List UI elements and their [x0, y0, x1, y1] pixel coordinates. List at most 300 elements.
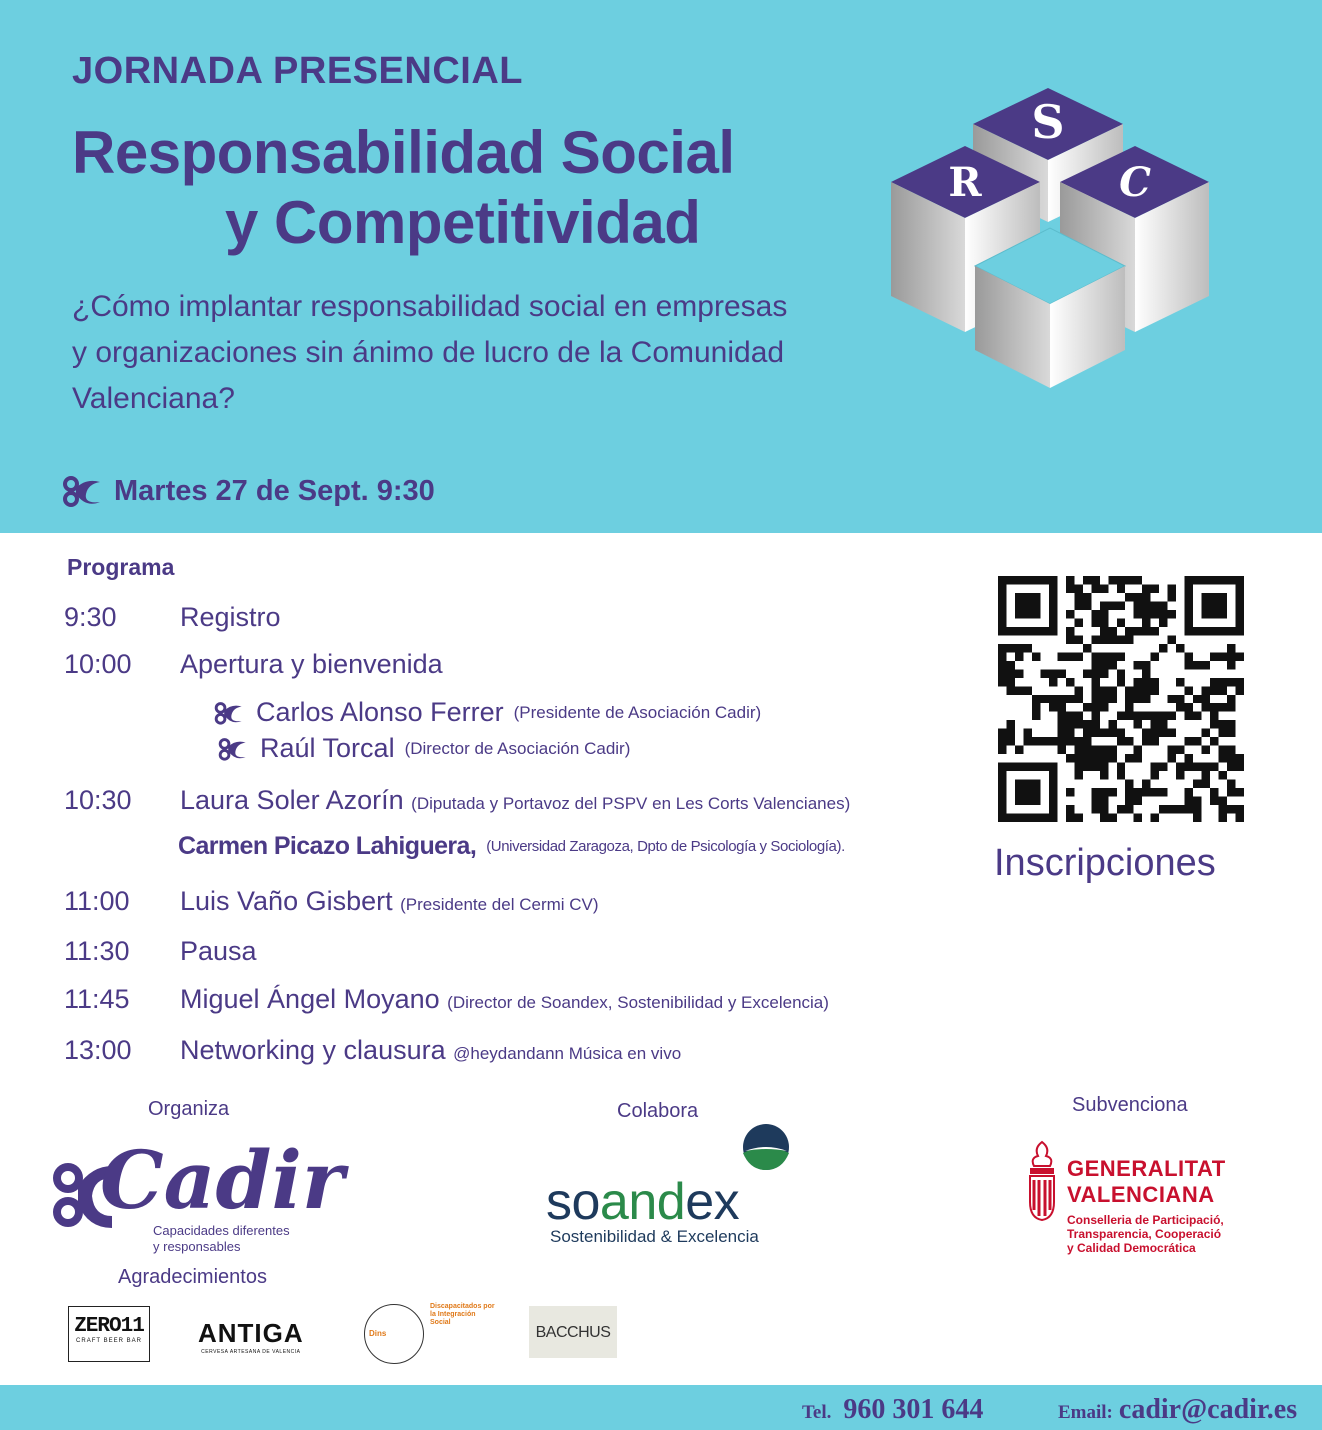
qr-module: [1202, 610, 1210, 618]
qr-module: [1227, 678, 1235, 686]
antiga-name: ANTIGA: [198, 1318, 304, 1348]
qr-module: [1040, 763, 1048, 771]
qr-module: [1091, 610, 1099, 618]
qr-module: [1125, 737, 1133, 745]
qr-module: [1006, 729, 1014, 737]
qr-module: [1168, 584, 1176, 592]
qr-module: [1168, 610, 1176, 618]
qr-module: [1117, 729, 1125, 737]
dins-name: Dins: [369, 1329, 387, 1338]
program-time: 9:30: [64, 602, 117, 632]
qr-module: [1151, 627, 1159, 635]
qr-module: [1032, 652, 1040, 660]
qr-module: [1108, 661, 1116, 669]
qr-module: [1015, 644, 1023, 652]
qr-module: [1227, 644, 1235, 652]
qr-module: [1159, 601, 1167, 609]
sub-speaker-note: (Presidente de Asociación Cadir): [513, 702, 762, 722]
qr-module: [1040, 576, 1048, 584]
qr-module: [1151, 729, 1159, 737]
qr-module: [1236, 788, 1244, 796]
bacchus-name: BACCHUS: [535, 1324, 611, 1341]
qr-module: [1066, 635, 1074, 643]
qr-module: [1125, 686, 1133, 694]
qr-module: [1142, 729, 1150, 737]
qr-module: [1015, 652, 1023, 660]
qr-module: [1134, 678, 1142, 686]
qr-module: [1193, 695, 1201, 703]
qr-module: [1227, 627, 1235, 635]
qr-module: [1117, 669, 1125, 677]
qr-module: [1193, 627, 1201, 635]
qr-module: [1125, 703, 1133, 711]
qr-module: [1227, 703, 1235, 711]
qr-module: [1125, 695, 1133, 703]
qr-module: [1219, 610, 1227, 618]
qr-module: [1117, 576, 1125, 584]
qr-module: [1091, 695, 1099, 703]
qr-module: [1040, 737, 1048, 745]
qr-module: [1100, 746, 1108, 754]
qr-module: [1142, 584, 1150, 592]
qr-module: [1100, 797, 1108, 805]
qr-module: [1168, 805, 1176, 813]
qr-module: [1210, 720, 1218, 728]
qr-module: [1202, 661, 1210, 669]
qr-module: [1227, 805, 1235, 813]
qr-module: [1142, 661, 1150, 669]
qr-module: [1083, 593, 1091, 601]
qr-module: [998, 644, 1006, 652]
qr-module: [998, 618, 1006, 626]
conselleria-line2: Transparencia, Cooperació: [1067, 1227, 1222, 1241]
qr-module: [1015, 669, 1023, 677]
program-label: Miguel Ángel Moyano: [180, 984, 440, 1014]
qr-module: [1091, 805, 1099, 813]
qr-module: [1049, 576, 1057, 584]
qr-module: [1032, 780, 1040, 788]
qr-module: [1108, 601, 1116, 609]
qr-module: [998, 627, 1006, 635]
qr-module: [1117, 737, 1125, 745]
qr-module: [1227, 746, 1235, 754]
qr-module: [1006, 678, 1014, 686]
qr-module: [1023, 780, 1031, 788]
program-row: [64, 1035, 681, 1066]
qr-module: [998, 771, 1006, 779]
qr-module: [1032, 627, 1040, 635]
program-label: Registro: [180, 602, 281, 632]
qr-module: [1193, 780, 1201, 788]
sub-speaker: [218, 733, 630, 764]
qr-module: [1159, 644, 1167, 652]
program-note: (Presidente del Cermi CV): [400, 895, 599, 914]
qr-module: [1227, 720, 1235, 728]
qr-module: [1066, 712, 1074, 720]
qr-module: [1023, 729, 1031, 737]
zero11-logo: [68, 1306, 150, 1362]
qr-module: [1151, 763, 1159, 771]
qr-module: [1168, 754, 1176, 762]
qr-module: [1100, 652, 1108, 660]
program-row: [64, 602, 281, 633]
qr-module: [1185, 584, 1193, 592]
qr-module: [1125, 627, 1133, 635]
qr-module: [1023, 627, 1031, 635]
qr-module: [1049, 593, 1057, 601]
qr-module: [1023, 814, 1031, 822]
qr-module: [1040, 627, 1048, 635]
qr-module: [1236, 610, 1244, 618]
qr-module: [998, 652, 1006, 660]
qr-module: [1066, 729, 1074, 737]
qr-module: [1142, 669, 1150, 677]
qr-module: [1202, 729, 1210, 737]
program-label: Pausa: [180, 936, 257, 966]
qr-module: [1185, 593, 1193, 601]
qr-module: [1151, 771, 1159, 779]
qr-module: [1074, 814, 1082, 822]
qr-module: [1219, 797, 1227, 805]
program-note: (Director de Soandex, Sostenibilidad y Excelencia): [447, 993, 829, 1012]
qr-module: [1100, 661, 1108, 669]
qr-module: [1210, 788, 1218, 796]
qr-module: [1125, 576, 1133, 584]
qr-module: [1083, 720, 1091, 728]
qr-module: [1219, 576, 1227, 584]
qr-module: [1117, 805, 1125, 813]
qr-module: [1236, 805, 1244, 813]
qr-module: [1142, 788, 1150, 796]
qr-module: [1151, 678, 1159, 686]
qr-module: [1142, 618, 1150, 626]
qr-module: [1066, 695, 1074, 703]
qr-module: [1193, 797, 1201, 805]
qr-module: [1100, 703, 1108, 711]
qr-module: [1185, 652, 1193, 660]
cube-letter-s: S: [1031, 95, 1065, 149]
qr-module: [1006, 644, 1014, 652]
program-time: 11:00: [64, 886, 130, 916]
qr-module: [1210, 593, 1218, 601]
qr-module: [1151, 652, 1159, 660]
qr-module: [1108, 695, 1116, 703]
email-address[interactable]: cadir@cadir.es: [1118, 1394, 1298, 1425]
qr-module: [1091, 729, 1099, 737]
qr-module: [1210, 686, 1218, 694]
qr-module: [1023, 737, 1031, 745]
qr-module: [1100, 754, 1108, 762]
qr-module: [1210, 703, 1218, 711]
qr-module: [1074, 754, 1082, 762]
subvenciona-label: Subvenciona: [1072, 1094, 1188, 1116]
qr-module: [1032, 576, 1040, 584]
qr-module: [1100, 686, 1108, 694]
qr-module: [1023, 797, 1031, 805]
qr-module: [1227, 763, 1235, 771]
qr-module: [1210, 763, 1218, 771]
qr-module: [1006, 576, 1014, 584]
qr-module: [1049, 814, 1057, 822]
qr-module: [1159, 805, 1167, 813]
qr-module: [1040, 814, 1048, 822]
qr-module: [1117, 763, 1125, 771]
cadir-bullet-icon: [214, 700, 246, 726]
qr-module: [1219, 601, 1227, 609]
qr-module: [1083, 737, 1091, 745]
qr-module: [1066, 814, 1074, 822]
qr-module: [1185, 737, 1193, 745]
qr-module: [1142, 712, 1150, 720]
qr-module: [1006, 686, 1014, 694]
qr-module: [1185, 805, 1193, 813]
qr-module: [1227, 576, 1235, 584]
program-label: Luis Vaño Gisbert: [180, 886, 393, 916]
qr-module: [1210, 678, 1218, 686]
qr-module: [1083, 763, 1091, 771]
qr-module: [1202, 601, 1210, 609]
sub-speaker-note: (Director de Asociación Cadir): [404, 738, 631, 758]
cadir-tagline: [153, 1223, 290, 1255]
qr-module: [1083, 601, 1091, 609]
qr-module: [1074, 584, 1082, 592]
qr-module: [1236, 618, 1244, 626]
program-time: 13:00: [64, 1035, 132, 1065]
qr-module: [1219, 593, 1227, 601]
qr-module: [1185, 576, 1193, 584]
qr-module: [1142, 610, 1150, 618]
qr-module: [1168, 729, 1176, 737]
qr-module: [1185, 712, 1193, 720]
qr-module: [1151, 686, 1159, 694]
qr-module: [1125, 805, 1133, 813]
qr-module: [1100, 763, 1108, 771]
qr-module: [1023, 644, 1031, 652]
program-label: Laura Soler Azorín: [180, 785, 404, 815]
qr-module: [1057, 712, 1065, 720]
qr-module: [1100, 627, 1108, 635]
qr-module: [1185, 763, 1193, 771]
qr-module: [1210, 601, 1218, 609]
soandex-logo-text: [546, 1172, 739, 1232]
qr-module: [1049, 780, 1057, 788]
qr-module: [1083, 746, 1091, 754]
qr-module: [1006, 814, 1014, 822]
qr-module: [1015, 576, 1023, 584]
program-title: Programa: [67, 554, 175, 580]
extra-speaker: [178, 832, 845, 861]
qr-module: [1066, 652, 1074, 660]
qr-module: [1032, 763, 1040, 771]
qr-module: [1049, 737, 1057, 745]
organiza-label: Organiza: [148, 1098, 230, 1120]
qr-module: [1134, 601, 1142, 609]
qr-module: [1091, 712, 1099, 720]
qr-module: [1015, 627, 1023, 635]
qr-module: [1091, 686, 1099, 694]
qr-module: [1117, 678, 1125, 686]
qr-module: [1210, 797, 1218, 805]
qr-module: [1176, 746, 1184, 754]
qr-module: [1091, 652, 1099, 660]
qr-module: [1219, 754, 1227, 762]
qr-module: [1049, 771, 1057, 779]
qr-module: [1083, 703, 1091, 711]
sub-speaker-name: Carlos Alonso Ferrer: [256, 697, 504, 727]
program-time: 10:00: [64, 649, 132, 679]
qr-module: [998, 601, 1006, 609]
qr-module: [998, 661, 1006, 669]
qr-module: [1219, 746, 1227, 754]
qr-module: [1015, 686, 1023, 694]
program-note: @heydandann Música en vivo: [453, 1044, 682, 1063]
qr-module: [1083, 729, 1091, 737]
qr-module: [1227, 695, 1235, 703]
qr-module: [1015, 610, 1023, 618]
qr-module: [1125, 788, 1133, 796]
qr-module: [998, 780, 1006, 788]
footer-phone: [802, 1394, 983, 1426]
qr-module: [1066, 754, 1074, 762]
event-kicker: JORNADA PRESENCIAL: [72, 50, 523, 92]
qr-module: [1066, 788, 1074, 796]
event-date-text: Martes 27 de Sept. 9:30: [114, 474, 435, 507]
qr-module: [1227, 788, 1235, 796]
qr-module: [1108, 788, 1116, 796]
cadir-logo-text: Cadir: [100, 1133, 344, 1227]
qr-module: [1032, 788, 1040, 796]
antiga-sub: CERVESA ARTESANA DE VALENCIA: [201, 1349, 301, 1355]
phone-number[interactable]: 960 301 644: [843, 1394, 984, 1425]
program-time: 11:30: [64, 936, 130, 966]
qr-module: [1006, 661, 1014, 669]
qr-module: [1117, 584, 1125, 592]
qr-module: [1117, 652, 1125, 660]
qr-module: [1168, 712, 1176, 720]
qr-module: [1074, 720, 1082, 728]
qr-module: [1100, 610, 1108, 618]
qr-module: [1185, 788, 1193, 796]
qr-module: [998, 788, 1006, 796]
qr-module: [1049, 763, 1057, 771]
qr-module: [1210, 712, 1218, 720]
qr-module: [1091, 746, 1099, 754]
qr-module: [1159, 763, 1167, 771]
qr-module: [1219, 703, 1227, 711]
qr-module: [1057, 669, 1065, 677]
cadir-bullet-icon: [218, 736, 250, 762]
qr-module: [1236, 627, 1244, 635]
qr-module: [1202, 686, 1210, 694]
qr-module: [1151, 788, 1159, 796]
qr-module: [1108, 720, 1116, 728]
qr-module: [1236, 814, 1244, 822]
program-row: [64, 936, 257, 967]
qr-module: [1125, 754, 1133, 762]
qr-module: [1066, 805, 1074, 813]
qr-module: [1210, 652, 1218, 660]
qr-module: [1117, 618, 1125, 626]
qr-module: [998, 746, 1006, 754]
qr-module: [1176, 763, 1184, 771]
qr-module: [1074, 712, 1082, 720]
qr-module: [1091, 754, 1099, 762]
qr-module: [1049, 788, 1057, 796]
qr-module: [1074, 618, 1082, 626]
qr-module: [998, 737, 1006, 745]
soandex-so: so: [546, 1173, 600, 1231]
qr-module: [1083, 576, 1091, 584]
qr-module: [1176, 805, 1184, 813]
qr-module: [1134, 610, 1142, 618]
program-label: Apertura y bienvenida: [180, 649, 443, 679]
qr-module: [1236, 584, 1244, 592]
generalitat-line2: VALENCIANA: [1067, 1182, 1215, 1207]
qr-module: [1074, 686, 1082, 694]
qr-module: [998, 797, 1006, 805]
qr-module: [998, 763, 1006, 771]
qr-module: [1117, 635, 1125, 643]
qr-module: [1236, 686, 1244, 694]
colabora-label: Colabora: [617, 1100, 699, 1122]
qr-module: [1227, 661, 1235, 669]
qr-module: [1142, 593, 1150, 601]
qr-module: [1202, 771, 1210, 779]
sub-speaker: [214, 697, 761, 728]
qr-module: [998, 584, 1006, 592]
qr-module: [1236, 763, 1244, 771]
qr-module: [1219, 814, 1227, 822]
qr-module: [1134, 661, 1142, 669]
qr-module: [1023, 788, 1031, 796]
qr-module: [1091, 618, 1099, 626]
qr-module: [1176, 644, 1184, 652]
dins-logo: [364, 1304, 424, 1364]
qr-module: [1227, 780, 1235, 788]
cube-letter-r: R: [948, 159, 982, 206]
qr-module: [1236, 593, 1244, 601]
registration-qr-code[interactable]: [998, 576, 1244, 822]
agradecimientos-label: Agradecimientos: [118, 1266, 267, 1288]
qr-module: [1091, 703, 1099, 711]
program-row: [64, 984, 829, 1015]
qr-module: [1134, 754, 1142, 762]
qr-module: [1066, 720, 1074, 728]
program-time: 11:45: [64, 984, 130, 1014]
qr-module: [1185, 610, 1193, 618]
qr-module: [1049, 678, 1057, 686]
qr-module: [1176, 695, 1184, 703]
qr-module: [1100, 788, 1108, 796]
conselleria-line3: y Calidad Democrática: [1067, 1241, 1196, 1255]
bacchus-logo: [529, 1306, 617, 1358]
qr-module: [1083, 644, 1091, 652]
qr-module: [1236, 576, 1244, 584]
qr-module: [1176, 771, 1184, 779]
qr-module: [1057, 729, 1065, 737]
qr-module: [1219, 686, 1227, 694]
qr-module: [1202, 780, 1210, 788]
qr-module: [1074, 601, 1082, 609]
qr-module: [1091, 669, 1099, 677]
zero11-name: ZERO11: [74, 1315, 144, 1338]
qr-module: [1100, 695, 1108, 703]
program-row: [64, 785, 850, 816]
qr-module: [1074, 593, 1082, 601]
event-subtitle: ¿Cómo implantar responsabilidad social en empresas y organizaciones sin ánimo de lucro de la Comunidad Valenciana?: [72, 290, 788, 415]
qr-module: [1168, 695, 1176, 703]
qr-module: [1159, 712, 1167, 720]
